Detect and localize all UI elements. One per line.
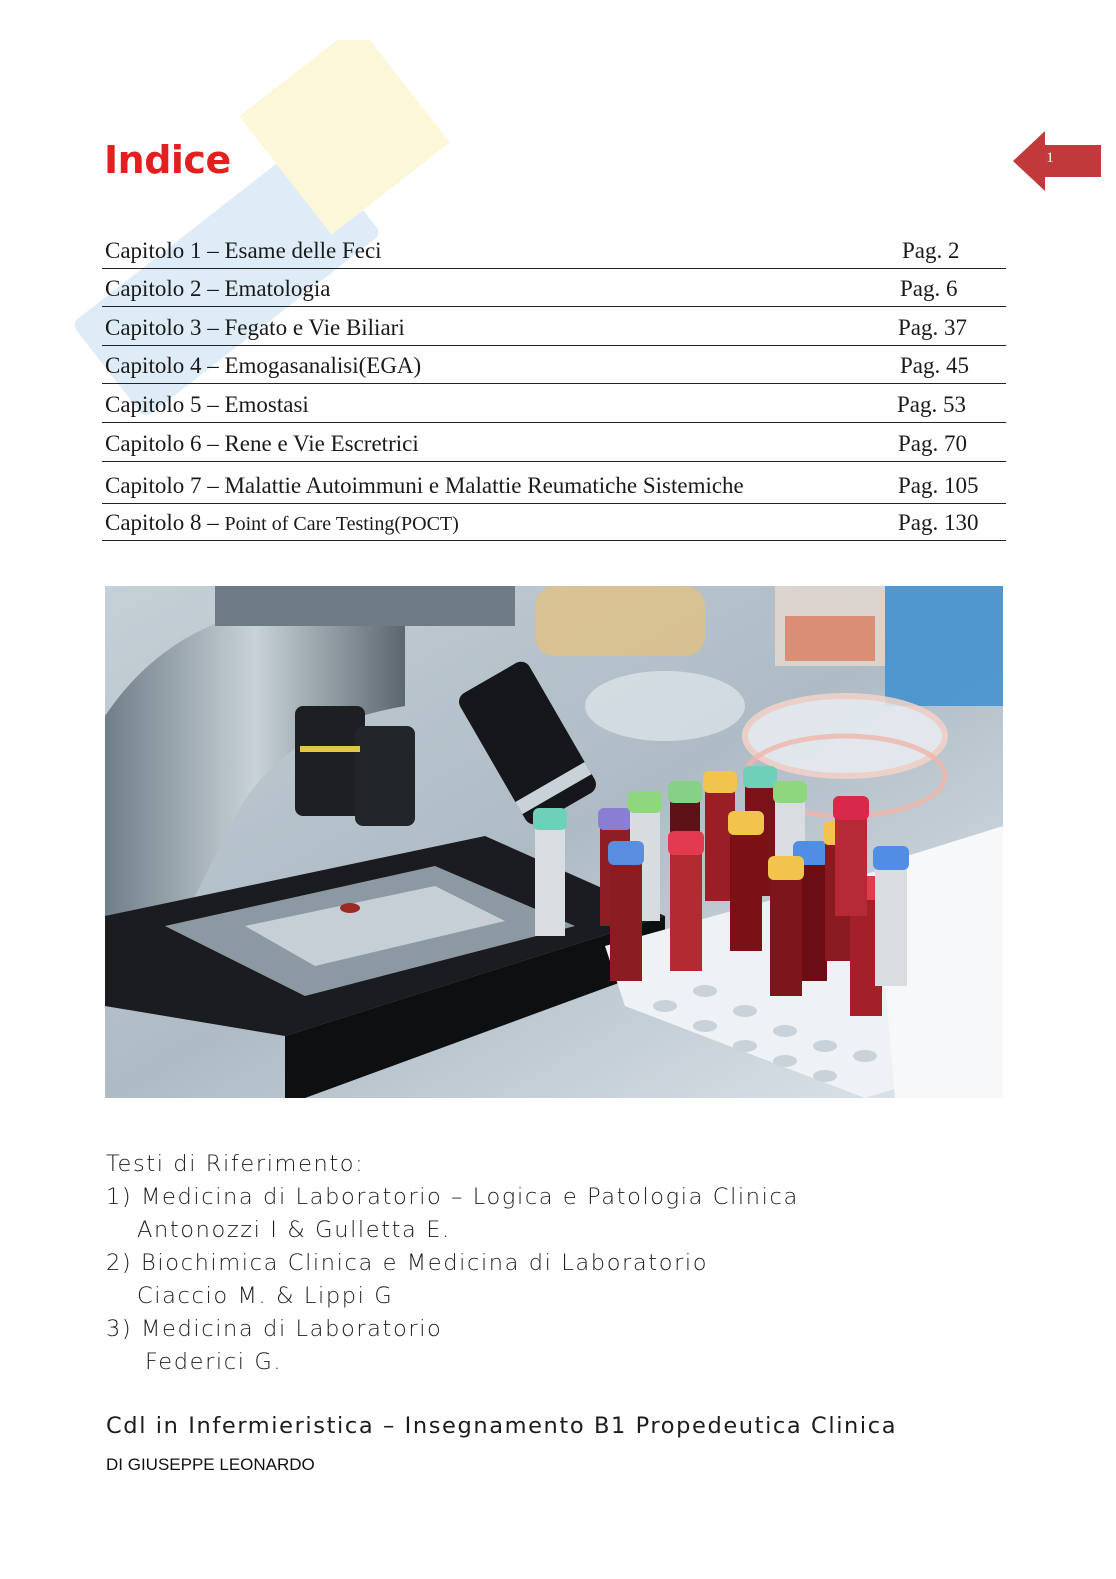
- reference-authors: Federici G.: [145, 1349, 283, 1375]
- toc-page-ref: Pag. 2: [902, 238, 960, 263]
- toc-row: [102, 307, 1006, 346]
- author-line: DI GIUSEPPE LEONARDO: [106, 1455, 315, 1474]
- reference-authors: Antonozzi I & Gulletta E.: [137, 1217, 451, 1243]
- toc-row: [102, 504, 1006, 541]
- toc-chapter-label: Capitolo 1 – Esame delle Feci: [105, 238, 382, 263]
- toc-page-ref: Pag. 105: [898, 473, 979, 498]
- reference-texts: [106, 1148, 799, 1379]
- toc-chapter-label: Capitolo 4 – Emogasanalisi(EGA): [105, 353, 422, 378]
- toc-chapter-label: Capitolo 3 – Fegato e Vie Biliari: [105, 315, 405, 340]
- toc-chapter-label: Capitolo 2 – Ematologia: [105, 276, 331, 301]
- toc-chapter-label: [105, 510, 459, 536]
- table-of-contents: [102, 230, 1006, 541]
- toc-chapter-label: Capitolo 7 – Malattie Autoimmuni e Malattie Reumatiche Sistemiche: [105, 473, 744, 498]
- toc-row: [102, 423, 1006, 462]
- reference-title: 2) Biochimica Clinica e Medicina di Laboratorio: [106, 1250, 709, 1276]
- toc-row: [102, 346, 1006, 384]
- toc-chapter-title: Point of Care Testing(POCT): [224, 513, 459, 535]
- toc-row: [102, 230, 1006, 269]
- page-title: Indice: [104, 138, 231, 182]
- toc-page-ref: Pag. 45: [900, 353, 969, 378]
- toc-chapter-prefix: Capitolo 8 –: [105, 510, 225, 535]
- toc-page-ref: Pag. 70: [898, 431, 967, 456]
- toc-page-ref: Pag. 37: [898, 315, 967, 340]
- toc-page-ref: Pag. 53: [897, 392, 966, 417]
- toc-page-ref: Pag. 130: [898, 510, 979, 535]
- laboratory-microscope-photo: [105, 586, 1003, 1098]
- toc-chapter-label: Capitolo 5 – Emostasi: [105, 392, 309, 417]
- course-line: Cdl in Infermieristica – Insegnamento B1 Propedeutica Clinica: [106, 1413, 898, 1439]
- references-heading: Testi di Riferimento:: [106, 1151, 365, 1177]
- toc-row: [102, 384, 1006, 423]
- reference-authors: Ciaccio M. & Lippi G: [137, 1283, 394, 1309]
- reference-title: 1) Medicina di Laboratorio – Logica e Patologia Clinica: [106, 1184, 799, 1210]
- toc-page-ref: Pag. 6: [900, 276, 958, 301]
- reference-title: 3) Medicina di Laboratorio: [106, 1316, 443, 1342]
- toc-row: [102, 269, 1006, 307]
- toc-row: [102, 462, 1006, 504]
- toc-chapter-label: Capitolo 6 – Rene e Vie Escretrici: [105, 431, 419, 456]
- page-number: 1: [1046, 150, 1054, 166]
